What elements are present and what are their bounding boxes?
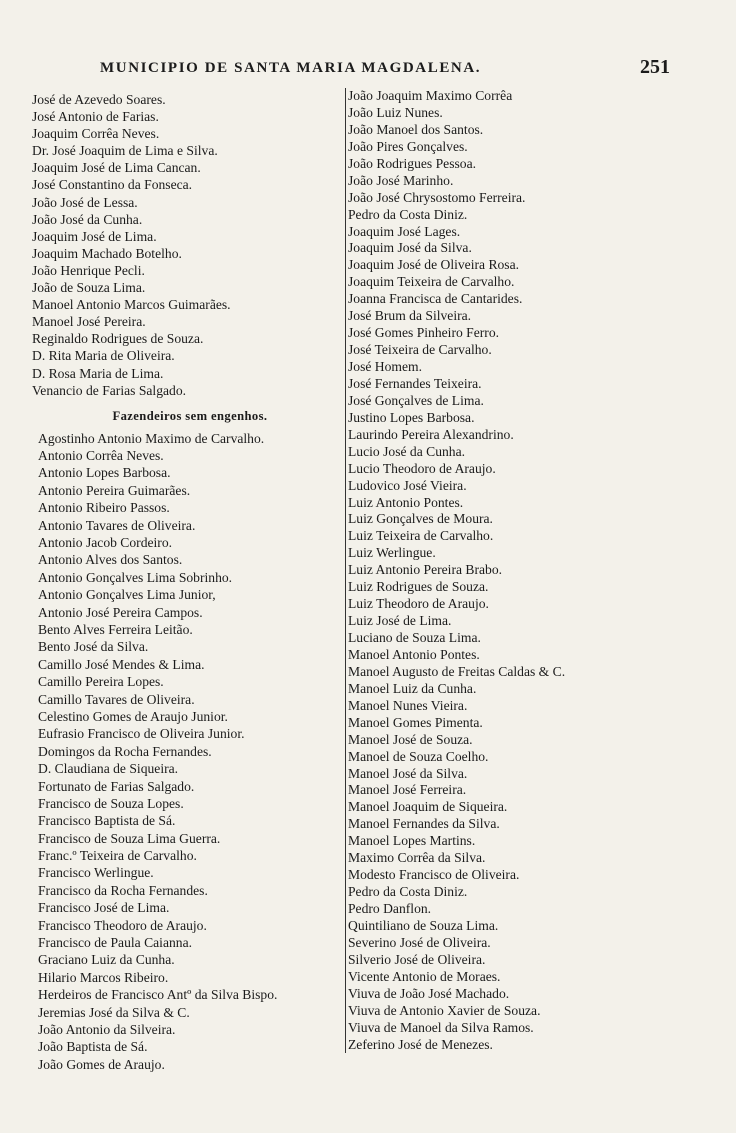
- list-item: Modesto Francisco de Oliveira.: [348, 867, 520, 883]
- left-list-top: [32, 91, 348, 399]
- list-item: Manoel Nunes Vieira.: [348, 697, 468, 713]
- list-item: Hilario Marcos Ribeiro.: [38, 969, 169, 985]
- list-item: Manoel de Souza Coelho.: [348, 748, 489, 764]
- list-item: Luiz Antonio Pontes.: [348, 494, 464, 510]
- list-item: João Luiz Nunes.: [348, 104, 443, 120]
- list-item: Francisco de Souza Lopes.: [38, 795, 184, 811]
- list-item: Dr. José Joaquim de Lima e Silva.: [32, 143, 218, 159]
- list-item: João Joaquim Maximo Corrêa: [348, 88, 513, 103]
- list-item: Lucio José da Cunha.: [348, 443, 466, 459]
- list-item: João José de Lessa.: [32, 194, 138, 210]
- page-header: [100, 56, 670, 84]
- list-item: João Antonio da Silveira.: [38, 1021, 176, 1037]
- list-item: Joaquim José da Silva.: [348, 240, 472, 256]
- list-item: Antonio José Pereira Campos.: [38, 604, 203, 620]
- list-item: João Rodrigues Pessoa.: [348, 155, 476, 171]
- list-item: Antonio Gonçalves Lima Sobrinho.: [38, 569, 233, 585]
- list-item: Viuva de Manoel da Silva Ramos.: [348, 1019, 534, 1035]
- list-item: Francisco Theodoro de Araujo.: [38, 917, 207, 933]
- list-item: Manoel Gomes Pimenta.: [348, 714, 483, 730]
- list-item: Joaquim José de Lima.: [32, 228, 157, 244]
- left-column: [32, 91, 348, 1073]
- list-item: Luiz José de Lima.: [348, 613, 452, 629]
- list-item: Antonio Ribeiro Passos.: [38, 500, 170, 516]
- list-item: Viuva de João José Machado.: [348, 985, 510, 1001]
- list-item: José Homem.: [348, 359, 423, 374]
- list-item: Manoel Luiz da Cunha.: [348, 680, 477, 696]
- list-item: Joaquim Teixeira de Carvalho.: [348, 274, 515, 290]
- list-item: Manoel José de Souza.: [348, 731, 473, 747]
- list-item: Antonio Pereira Guimarães.: [38, 482, 191, 498]
- list-item: Camillo Pereira Lopes.: [38, 674, 164, 690]
- list-item: Francisco de Souza Lima Guerra.: [38, 830, 221, 846]
- list-item: Ludovico José Vieira.: [348, 477, 467, 493]
- list-item: Justino Lopes Barbosa.: [348, 409, 475, 425]
- list-item: José de Azevedo Soares.: [32, 92, 166, 107]
- list-item: Luiz Theodoro de Araujo.: [348, 596, 489, 612]
- list-item: Manoel Antonio Marcos Guimarães.: [32, 297, 231, 313]
- list-item: Manoel Joaquim de Siqueira.: [348, 799, 508, 815]
- list-item: João Gomes de Araujo.: [38, 1056, 165, 1072]
- list-item: Jeremias José da Silva & C.: [38, 1004, 190, 1020]
- list-item: Lucio Theodoro de Araujo.: [348, 460, 496, 476]
- list-item: Franc.º Teixeira de Carvalho.: [38, 848, 197, 864]
- list-item: João Pires Gonçalves.: [348, 138, 468, 154]
- list-item: Joaquim José de Lima Cancan.: [32, 160, 201, 176]
- list-item: Herdeiros de Francisco Antº da Silva Bispo.: [38, 987, 278, 1003]
- list-item: Joaquim Corrêa Neves.: [32, 126, 160, 142]
- list-item: João de Souza Lima.: [32, 280, 146, 296]
- list-item: Manoel Antonio Pontes.: [348, 646, 480, 662]
- list-item: Celestino Gomes de Araujo Junior.: [38, 708, 228, 724]
- list-item: Manoel Lopes Martins.: [348, 833, 476, 849]
- list-item: Bento Alves Ferreira Leitão.: [38, 621, 193, 637]
- list-item: Manoel Augusto de Freitas Caldas & C.: [348, 663, 566, 679]
- right-column: [345, 88, 648, 1053]
- list-item: Silverio José de Oliveira.: [348, 951, 486, 967]
- list-item: José Brum da Silveira.: [348, 308, 472, 324]
- list-item: Laurindo Pereira Alexandrino.: [348, 426, 514, 442]
- list-item: João José da Cunha.: [32, 211, 143, 227]
- list-item: José Fernandes Teixeira.: [348, 375, 482, 391]
- list-item: Luiz Werlingue.: [348, 545, 436, 561]
- list-item: Antonio Jacob Cordeiro.: [38, 535, 173, 551]
- section-subheading: Fazendeiros sem engenhos.: [112, 408, 268, 423]
- list-item: Quintiliano de Souza Lima.: [348, 917, 499, 933]
- list-item: Joaquim José de Oliveira Rosa.: [348, 257, 520, 273]
- list-item: Manoel José Pereira.: [32, 314, 146, 330]
- list-item: José Antonio de Farias.: [32, 109, 159, 125]
- list-item: Luiz Rodrigues de Souza.: [348, 579, 489, 595]
- list-item: João José Marinho.: [348, 172, 454, 188]
- list-item: Antonio Lopes Barbosa.: [38, 465, 171, 481]
- list-item: Luiz Gonçalves de Moura.: [348, 511, 493, 527]
- list-item: José Gomes Pinheiro Ferro.: [348, 325, 500, 341]
- page-number: 251: [640, 56, 670, 78]
- list-item: João Manoel dos Santos.: [348, 121, 484, 137]
- list-item: Antonio Alves dos Santos.: [38, 552, 183, 568]
- list-item: D. Rosa Maria de Lima.: [32, 365, 164, 381]
- list-item: Camillo José Mendes & Lima.: [38, 656, 205, 672]
- right-list: [348, 88, 648, 1053]
- list-item: Reginaldo Rodrigues de Souza.: [32, 331, 204, 347]
- list-item: Viuva de Antonio Xavier de Souza.: [348, 1002, 541, 1018]
- list-item: Joanna Francisca de Cantarides.: [348, 291, 523, 307]
- list-item: José Gonçalves de Lima.: [348, 392, 484, 408]
- list-item: Venancio de Farias Salgado.: [32, 382, 187, 398]
- list-item: Luciano de Souza Lima.: [348, 630, 481, 645]
- list-item: Francisco Baptista de Sá.: [38, 813, 176, 829]
- list-item: Francisco Werlingue.: [38, 865, 154, 881]
- list-item: Eufrasio Francisco de Oliveira Junior.: [38, 726, 245, 742]
- list-item: Domingos da Rocha Fernandes.: [38, 743, 212, 759]
- list-item: Maximo Corrêa da Silva.: [348, 850, 486, 866]
- list-item: Antonio Tavares de Oliveira.: [38, 517, 196, 533]
- list-item: João Baptista de Sá.: [38, 1039, 148, 1055]
- list-item: Joaquim José Lages.: [348, 223, 461, 239]
- list-item: José Teixeira de Carvalho.: [348, 342, 492, 358]
- list-item: Francisco de Paula Caianna.: [38, 935, 193, 951]
- list-item: Fortunato de Farias Salgado.: [38, 778, 195, 794]
- list-item: Pedro Danflon.: [348, 901, 432, 916]
- list-item: Antonio Gonçalves Lima Junior,: [38, 587, 216, 603]
- list-item: Manoel Fernandes da Silva.: [348, 816, 500, 832]
- left-list-bottom: [32, 430, 348, 1073]
- list-item: Severino José de Oliveira.: [348, 934, 491, 950]
- list-item: Joaquim Machado Botelho.: [32, 245, 182, 261]
- list-item: José Constantino da Fonseca.: [32, 177, 193, 193]
- list-item: Graciano Luiz da Cunha.: [38, 952, 175, 968]
- list-item: João José Chrysostomo Ferreira.: [348, 189, 526, 205]
- list-item: D. Claudiana de Siqueira.: [38, 761, 179, 777]
- list-item: D. Rita Maria de Oliveira.: [32, 348, 175, 364]
- list-item: Francisco José de Lima.: [38, 900, 170, 916]
- list-item: Antonio Corrêa Neves.: [38, 448, 164, 464]
- list-item: Pedro da Costa Diniz.: [348, 884, 468, 900]
- list-item: Vicente Antonio de Moraes.: [348, 968, 501, 984]
- list-item: Bento José da Silva.: [38, 639, 149, 655]
- list-item: Luiz Teixeira de Carvalho.: [348, 528, 494, 544]
- list-item: Agostinho Antonio Maximo de Carvalho.: [38, 430, 265, 446]
- list-item: Luiz Antonio Pereira Brabo.: [348, 562, 503, 578]
- list-item: João Henrique Pecli.: [32, 262, 145, 278]
- list-item: Manoel José da Silva.: [348, 765, 468, 781]
- list-item: Camillo Tavares de Oliveira.: [38, 691, 195, 707]
- list-item: Manoel José Ferreira.: [348, 782, 467, 798]
- list-item: Zeferino José de Menezes.: [348, 1036, 493, 1052]
- list-item: Pedro da Costa Diniz.: [348, 206, 468, 222]
- page-title: MUNICIPIO DE SANTA MARIA MAGDALENA.: [100, 60, 482, 76]
- list-item: Francisco da Rocha Fernandes.: [38, 882, 208, 898]
